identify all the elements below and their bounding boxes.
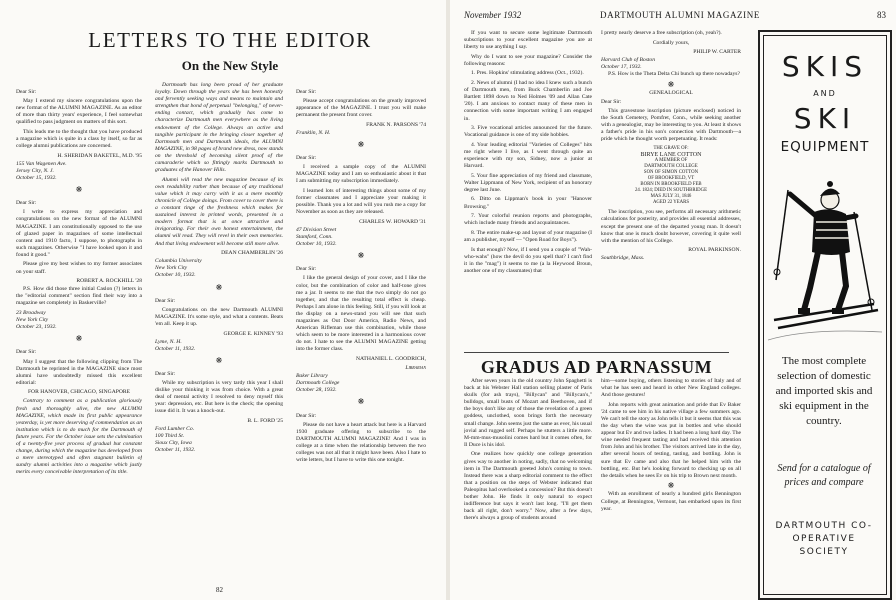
reason-item: 1. Pres. Hopkins' stimulating address (Oct., 1932). <box>471 70 584 77</box>
letter-address: Jersey City, N. J. <box>16 167 54 174</box>
letter-address: Harvard Club of Boston <box>601 56 656 63</box>
reason-item: 2. News of alumni (I had no idea I knew such a bunch of Dartmouth men, from Buck Chamberlin and Joe Bartlett 1898 down to Ned Holmes '09 and Allan Cate '20). I am anxious to contact many of these men in connection with some important writing I am engaged in. <box>464 80 592 122</box>
section-divider-icon: ❋ <box>667 79 675 89</box>
section-divider-icon: ❋ <box>667 481 675 491</box>
letter-signature: DEAN CHAMBERLIN '26 <box>221 250 283 257</box>
section-heading: GENEALOGICAL <box>649 89 693 96</box>
article-column-1 <box>464 378 592 596</box>
letter-salutation: Dear Sir: <box>16 200 37 207</box>
article-paragraph: him—some buying, others listening to stories of Italy and of what he has seen and heard in other New England colleges. And those gestures! <box>601 378 741 399</box>
letter-date: October 23, 1932. <box>16 324 57 331</box>
letter-address: Dartmouth College <box>296 380 340 387</box>
reason-item: 4. Your leading editorial "Varieties of Colleges" hits me right where I live, as I went through quite an experience with my son, Sidney, now a junior at Harvard. <box>464 141 592 170</box>
letter-salutation: Dear Sir: <box>296 412 317 419</box>
letter-signature: PHILIP W. CARTER <box>693 48 741 55</box>
inscription-line: SON OF SIMON COTTON <box>643 170 699 176</box>
inscription-line: AGED 22 YEARS <box>652 200 690 206</box>
letter-signature: ROYAL PARKINSON. <box>688 247 741 254</box>
letter-postscript: P.S. How is the Theta Delta Chi bunch up there nowadays? <box>608 70 740 77</box>
right-page <box>450 0 896 600</box>
letter-address: New York City <box>155 265 188 272</box>
page-title: LETTERS TO THE EDITOR <box>88 28 372 52</box>
letter-signature: NATHANIEL L. GOODRICH, <box>355 356 426 362</box>
ad-body-text: The most complete selection of domestic and imported skis and ski equipment in the country. <box>775 355 873 427</box>
ad-catalogue-offer: Send for a catalogue of prices and compare <box>777 463 871 488</box>
letter-body: The inscription, you see, performs all necessary arithmetic calculations for posterity, and provides all essential addresses, except the present one of the departed young man. It doesn't know that one is much doubt however, covering it quite well with the mention of his College. <box>601 209 741 244</box>
reason-item: 7. Your colorful reunion reports and photographs, which include many friends and acquaintances. <box>464 213 592 227</box>
letter-address: 47 Division Street <box>296 227 337 233</box>
section-divider-icon: ❋ <box>75 185 83 195</box>
letter-date: October 15, 1932. <box>16 175 57 182</box>
clipping-body: Contrary to comment as a publication gloriously fresh and thoroughly alive, the new ALUMNI MAGAZINE, which made its first public appearance yesterday, is yet more deserving of commendation as an institution which is to do much for the Dartmouth of future years. For the October issue sets the culmination of a twenty-five year process of gradual but constant change, during which the magazine has developed from a mere stereotyped and often stagnant bulletin of sundry alumni activities into a magazine which justly merits every conceivable interpretation of its title. <box>16 398 142 476</box>
inscription-line: A MEMBER OF <box>654 158 688 164</box>
section-divider-icon: ❋ <box>75 334 83 344</box>
letter-body: Please accept congratulations on the greatly improved appearance of the MAGAZINE. I trust you will make permanent the present front cover. <box>296 98 426 119</box>
letter-salutation: Dear Sir: <box>296 155 317 162</box>
letter-address: Ford Lumber Co. <box>155 426 195 433</box>
ad-headline-skis: SKIS <box>781 50 869 83</box>
letter-body: I received a sample copy of the ALUMNI MAGAZINE today and I am so enthusiastic about it that I am submitting my subscription immediately. <box>296 164 426 185</box>
inscription-line: THE GRAVE OF: <box>653 146 689 152</box>
letter-body: While my subscription is very tardy this year I shall dislike your thinking it was from choice. With a great deal of mental activity I resolved to deny myself this year: depression, etc. But here is the check; the opening issue did it. It was a knock-out. <box>155 379 283 415</box>
section-divider-icon: ❋ <box>357 140 365 150</box>
letter-address: Columbia University <box>155 258 202 265</box>
letter-date: October 10, 1932. <box>155 272 196 279</box>
letter-body: If you want to secure some legitimate Dartmouth subscriptions to your excellent magazine you are at liberty to use anything I say. <box>464 30 592 51</box>
letter-date: October 11, 1932. <box>155 447 196 454</box>
section-divider-icon: ❋ <box>215 282 223 292</box>
inscription-name: BIRYE LANE COTTON <box>640 152 702 159</box>
letter-date: October 10, 1932. <box>296 241 337 248</box>
reason-item: 8. The entire make-up and layout of your magazine (I am a publisher, myself — "Open Road for Boys"). <box>464 229 592 243</box>
article-paragraph: With an enrollment of nearly a hundred girls Bennington College, at Bennington, Vermont, has embarked upon its first year. <box>601 491 741 512</box>
letters-column-1 <box>16 82 142 590</box>
clipping-body: Dartmouth has long been proud of her graduate loyalty. Down through the years she has been honestly and fervently seeking ways and means to maintain and strengthen that bond of perpetual "belonging," of never-ending contact, which gradually has come to characterize Dartmouth men everywhere as the living endowment of the College. Always an active and tangible participant in the bringing closer together of Dartmouth men and Dartmouth ideals, the ALUMNI MAGAZINE, in 98 pages of brand new dress, now stands on the threshold of becoming silent proof of the camaraderie which so fittingly marks Dartmouth to graduates of the Hanover Hills. <box>155 82 283 174</box>
ad-headline-equipment: EQUIPMENT <box>780 139 870 155</box>
inscription-line: OF BROOKFIELD, VT <box>647 176 695 182</box>
letter-body: Is that enough? Now, if I send you a couple of "Wah-who-wahs" (how the devil do you spell that? I can't find it in the "mag") it seems to me (a la Heywood Broun, another one of my classmates) that <box>464 246 592 274</box>
letter-address: Southbridge, Mass. <box>601 255 645 262</box>
letters-column-5 <box>601 30 741 348</box>
page-number: 83 <box>877 10 886 20</box>
gravestone-inscription <box>601 146 741 206</box>
letter-signature: GEORGE E. KINNEY '93 <box>223 330 283 337</box>
header-title: DARTMOUTH ALUMNI MAGAZINE <box>600 10 760 20</box>
letter-body: This leads me to the thought that you have produced a magazine which is quite in a class by itself, so far as college alumni publications are concerned. <box>16 128 142 150</box>
reason-item: 5. Your fine appreciation of my friend and classmate, Walter Lippmann of New York, recipient of an honorary degree last June. <box>464 172 592 193</box>
letter-address: Stamford, Conn. <box>296 234 333 241</box>
letters-column-4 <box>464 30 592 348</box>
letter-body: May I extend my sincere congratulations upon the new format of the ALUMNI MAGAZINE. As an editor of more than thirty years' experience, I feel somewhat qualified to pass judgment on matters of this sort. <box>16 98 142 126</box>
letter-closing: Cordially yours, <box>652 39 690 46</box>
letter-body: I learned lots of interesting things about some of my former classmates and I appreciate your making it possible. Thank you a lot and will you rush me a copy for November as soon as they are released. <box>296 188 426 216</box>
letter-salutation: Dear Sir: <box>601 98 622 105</box>
letter-body: Congratulations on the new Dartmouth ALUMNI MAGAZINE. It's some style, and what a contents. Beats 'em all. Keep it up. <box>155 306 283 327</box>
letter-date: October 17, 1932. <box>601 63 642 70</box>
header-date: November 1932 <box>464 10 522 20</box>
letter-address: 100 Third St. <box>155 433 185 440</box>
article-paragraph: One realizes how quickly one college generation gives way to another in noting, sadly, that no welcoming item in The Dartmouth greeted John's coming to town. Instead there was a sharp editorial comment to the effect that a position on the steps of Webster indicated that Paleopitus had overlooked a concession? But this doesn't bother John. He finds it only natural to expect indifference but says it won't last long. "I'll get them back all right, don't worry." Now, after a few days, there's always a group of students around <box>464 451 592 522</box>
article-title: GRADUS AD PARNASSUM <box>464 352 729 378</box>
letter-date: October 28, 1932. <box>296 387 337 394</box>
letter-body: Please give my best wishes to my former associates on your staff. <box>16 261 142 275</box>
letter-signature: B. L. FORD '25 <box>247 417 283 424</box>
inscription-line: DARTMOUTH COLLEGE <box>644 164 698 170</box>
article-column-2 <box>601 378 741 596</box>
letter-signature: ROBERT A. ROCKHILL '28 <box>76 278 142 285</box>
letter-salutation: Dear Sir: <box>155 297 176 304</box>
ad-store-name: DARTMOUTH CO-OPERATIVE SOCIETY <box>775 521 873 557</box>
skier-illustration-icon <box>768 160 882 348</box>
letter-address: New York City <box>16 317 49 324</box>
clipping-body: Alumni will read the new magazine because of its own readability rather than because of any traditional value which it may carry with it as a mere monthly chronicle of College doings. From cover to cover there is a constant tinge of the freshness which makes for sustained interest in printed words, presented in a modern format that is at once attractive and invigorating. For their own honest entertainment, the alumni will read. They will revel in their own memories. And that living endowment will become still more alive. <box>155 176 283 247</box>
letter-body: Why do I want to see your magazine? Consider the following reasons: <box>464 53 592 67</box>
letter-signature: CHARLES W. HOWARD '31 <box>359 218 426 225</box>
ski-equipment-advertisement <box>758 30 892 600</box>
letter-salutation: Dear Sir: <box>155 370 176 377</box>
letter-postscript: P.S. How did those three initial Caslon (?) letters in the "editorial comment" section find their way into a magazine set completely in Baskerville? <box>16 286 142 307</box>
section-divider-icon: ❋ <box>215 355 223 365</box>
section-divider-icon: ❋ <box>357 397 365 407</box>
letter-address: Lyme, N. H. <box>155 338 182 345</box>
letter-signature-title: Librarian <box>405 365 426 372</box>
letter-address: Sioux City, Iowa <box>155 440 192 447</box>
clipping-heading: FOR HANOVER, CHICAGO, SINGAPORE <box>27 389 131 396</box>
letter-date: October 11, 1932. <box>155 345 196 352</box>
article-paragraph: After seven years in the old country John Spaghetti is back at his Webster Hall station selling plaster of Paris skulls (for ash trays), "Billycan" and "Billycan's," bulldogs, small busts of Mozart and Beethoven, and if the boys don't like any of those the revelation of a green goddess, unclothed, soon brings forth the necessary small change. John seems just the same as ever, his usual jovial and rugged self. Perhaps he stutters a little more. M-mm-mus-musolini comes hard but it comes often, for Il Duce is his idol. <box>464 378 592 448</box>
reason-item: 3. Five vocational articles announced for the future. Vocational guidance is one of my side hobbies. <box>464 125 592 139</box>
letter-body: Please do not have a heart attack but here is a Harvard 1930 graduate offering to subscribe to the DARTMOUTH ALUMNI MAGAZINE! And I was in college at a time when the relationship between the two colleges was not all that it might have been. Also I hate to write letters, but I have to write this one tonight. <box>296 421 426 464</box>
letters-column-3 <box>296 82 426 582</box>
letter-address: 23 Broadway <box>16 310 46 317</box>
reason-item: 6. Ditto on Lippman's book in your "Hanover Browsing." <box>464 196 592 210</box>
ad-headline-ski: SKI <box>793 102 857 135</box>
letter-signature: H. SHERIDAN BAKETEL, M.D. '95 <box>57 152 142 159</box>
letter-salutation: Dear Sir: <box>296 266 317 273</box>
letter-salutation: Dear Sir: <box>296 89 317 95</box>
page-subtitle: On the New Style <box>181 58 279 73</box>
left-page <box>0 0 446 600</box>
letter-body: May I suggest that the following clipping from The Dartmouth be reprinted in the MAGAZINE since most alumni have undoubtedly missed this excellent editorial: <box>16 358 142 386</box>
inscription-line: 24. 1824; DIED IN SOUTHBRIDGE <box>634 188 708 194</box>
letter-salutation: Dear Sir: <box>16 89 37 95</box>
letter-body: I like the general design of your cover, and I like the color, but the combination of color and half-tone gives me a jar. It seems to me that the two simply do not go together, and that the resulting total effect is cheap. Perhaps I am alone in this feeling. Still, if you will look at the display on a news-stand you will see that such magazines as Out Door America, Radio News, and American Rifleman use this combination, while those which seem to be more interested in a harmonious cover do not. I hate to see the ALUMNI MAGAZINE getting into the former class. <box>296 275 426 353</box>
ad-headline-and: AND <box>813 89 837 98</box>
inscription-line: MAS JULY 31, 1846 <box>650 194 692 200</box>
section-divider-icon: ❋ <box>357 251 365 261</box>
letter-address: Baker Library <box>296 373 328 380</box>
article-paragraph: John reports with great animation and pride that Ev Baker '24 came to see him in his native village a few summers ago. We can't tell the story as John tells it but it seems that this was the day when the wine was put in bottles and who should appear but Ev and two ladies. It had been a long hard day. The wine needed frequent tasting and had received this attention from John and his brother. The visitors arrived late in the day, after several hours of testing, tasting, and bottling. John is sure that Ev came and also that he helped him with the bottling, etc. But he's looking forward to checking up on all the details when he sees Ev on his trip to Brown next month. <box>601 401 741 479</box>
letter-body: I write to express my appreciation and congratulations on the new format of the ALUMNI MAGAZINE. I am constitutionally opposed to the use of glazed paper in magazines of some intellectual content and 1910 facto, I suppose, to photographs in such magazines. Otherwise "I have looked upon it and found it good." <box>16 209 142 258</box>
letter-body: This gravestone inscription (picture enclosed) noticed in the South Cemetery, Pomfret, Conn., while seeking another with a genealogist, may be interesting to you. At least it shows a father's pride in his son's connection with Dartmouth—a pride which he thought worth perpetuating. It reads: <box>601 107 741 143</box>
page-number: 82 <box>216 586 223 594</box>
letter-signature: FRANK N. PARSONS '74 <box>366 121 426 128</box>
letter-address: 155 Van Wagenen Ave. <box>16 160 67 167</box>
letter-salutation: Dear Sir: <box>16 349 37 356</box>
letter-address: Franklin, N. H. <box>296 129 331 136</box>
letters-column-2 <box>155 82 283 582</box>
inscription-line: BORN IN BROOKFIELD FEB <box>640 182 702 188</box>
letter-body: I pretty nearly deserve a free subscription (oh, yeah?). <box>601 30 722 36</box>
